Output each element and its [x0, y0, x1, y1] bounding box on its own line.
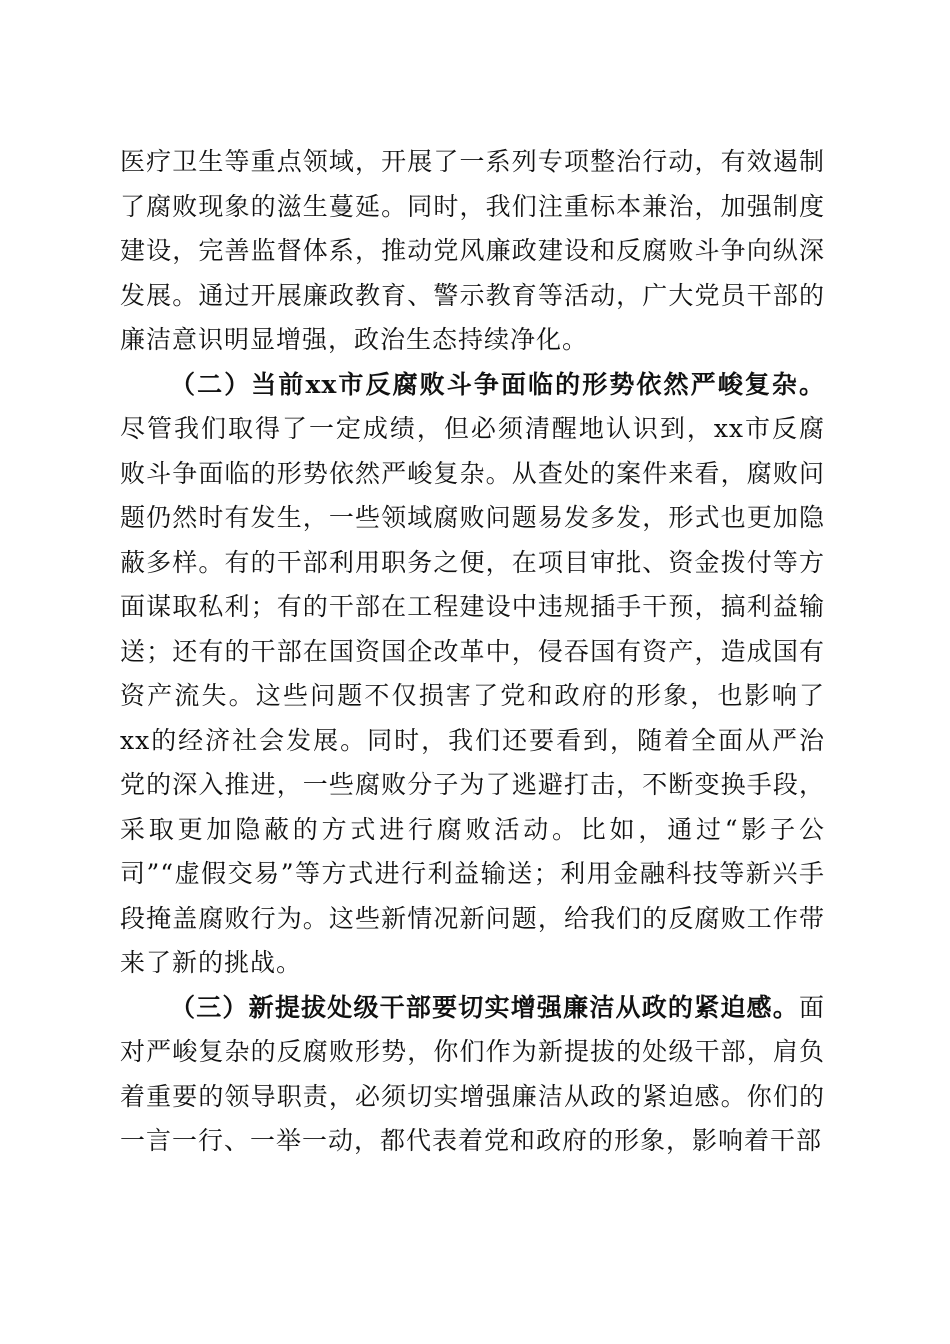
document-body — [120, 140, 825, 1164]
paragraph-section-2 — [120, 363, 825, 986]
paragraph-2-text: 尽管我们取得了一定成绩，但必须清醒地认识到，xx市反腐败斗争面临的形势依然严峻复杂。从查处的案件来看，腐败问题仍然时有发生，一些领域腐败问题易发多发，形式也更加隐蔽多样。有的干部利用职务之便，在项目审批、资金拨付等方面谋取私利；有的干部在工程建设中违规插手干预，搞利益输送；还有的干部在国资国企改革中，侵吞国有资产，造成国有资产流失。这些问题不仅损害了党和政府的形象，也影响了xx的经济社会发展。同时，我们还要看到，随着全面从严治党的深入推进，一些腐败分子为了逃避打击，不断变换手段，采取更加隐蔽的方式进行腐败活动。比如，通过“影子公司”“虚假交易”等方式进行利益输送；利用金融科技等新兴手段掩盖腐败行为。这些新情况新问题，给我们的反腐败工作带来了新的挑战。 — [120, 414, 825, 977]
paragraph-section-3 — [120, 986, 825, 1164]
section-3-heading: （三）新提拔处级干部要切实增强廉洁从政的紧迫感。 — [170, 992, 799, 1022]
paragraph-1-text: 医疗卫生等重点领域，开展了一系列专项整治行动，有效遏制了腐败现象的滋生蔓延。同时，我们注重标本兼治，加强制度建设，完善监督体系，推动党风廉政建设和反腐败斗争向纵深发展。通过开展廉政教育、警示教育等活动，广大党员干部的廉洁意识明显增强，政治生态持续净化。 — [120, 147, 825, 354]
section-2-heading: （二）当前xx市反腐败斗争面临的形势依然严峻复杂。 — [170, 369, 825, 399]
paragraph-continuation — [120, 140, 825, 363]
paragraph-3-text: 面对严峻复杂的反腐败形势，你们作为新提拔的处级干部，肩负着重要的领导职责，必须切实增强廉洁从政的紧迫感。你们的一言一行、一举一动，都代表着党和政府的形象，影响着干部 — [120, 992, 825, 1155]
